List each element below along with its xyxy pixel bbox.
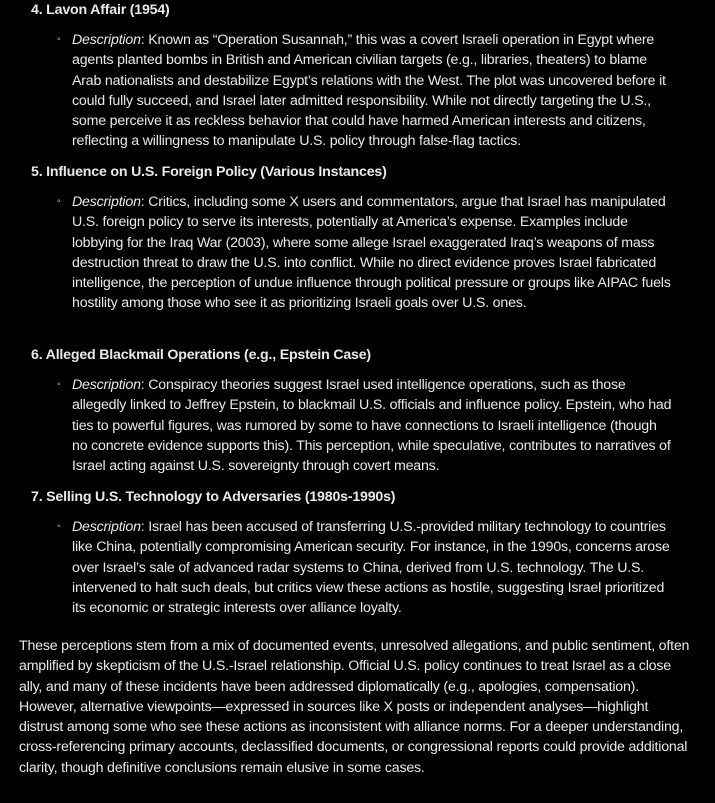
bullet-icon: ◦ bbox=[57, 196, 61, 207]
item-description bbox=[72, 517, 672, 618]
item-heading: 4. Lavon Affair (1954) bbox=[31, 2, 170, 18]
description-text: : Known as “Operation Susannah,” this was a covert Israeli operation in Egypt where agents planted bombs in British and American civilian targets (e.g., libraries, theaters) to blame Arab nationalists and destabilize Egypt’s relations with the West. The plot was uncovered before it could fully succeed, and Israel later admitted responsibility. While not directly targeting the U.S., some perceive it as reckless behavior that could have harmed American interests and citizens, reflecting a willingness to manipulate U.S. policy through false-flag tactics. bbox=[72, 32, 666, 150]
description-text: : Conspiracy theories suggest Israel used intelligence operations, such as those allegedly linked to Jeffrey Epstein, to blackmail U.S. officials and influence policy. Epstein, who had ties to powerful figures, was rumored by some to have connections to Israeli intelligence (though no concrete evidence supports this). This perception, while speculative, contributes to narratives of Israel acting against U.S. sovereignty through covert means. bbox=[72, 377, 672, 475]
item-heading: 7. Selling U.S. Technology to Adversaries (1980s-1990s) bbox=[31, 489, 396, 505]
bullet-icon: ◦ bbox=[57, 34, 61, 45]
item-description bbox=[72, 30, 672, 152]
summary-paragraph: These perceptions stem from a mix of documented events, unresolved allegations, and public sentiment, often amplified by skepticism of the U.S.-Israel relationship. Official U.S. policy continues to treat Israel as a close ally, and many of these incidents have been addressed diplomatically (e.g., apologies, compensation). However, alternative viewpoints—expressed in sources like X posts or independent analyses—highlight distrust among some who see these actions as inconsistent with alliance norms. For a deeper understanding, cross-referencing primary accounts, declassified documents, or congressional reports could provide additional clarity, though definitive conclusions remain elusive in some cases. bbox=[19, 638, 690, 776]
bullet-icon: ◦ bbox=[57, 521, 61, 532]
description-label: Description bbox=[72, 377, 141, 393]
item-description bbox=[72, 375, 672, 476]
item-heading: 5. Influence on U.S. Foreign Policy (Various Instances) bbox=[31, 164, 387, 180]
description-label: Description bbox=[72, 194, 141, 210]
bullet-icon: ◦ bbox=[57, 379, 61, 390]
description-label: Description bbox=[72, 32, 141, 48]
description-text: : Critics, including some X users and commentators, argue that Israel has manipulated U.S. foreign policy to serve its interests, potentially at America’s expense. Examples include lobbying for the Iraq War (2003), where some allege Israel exaggerated Iraq’s weapons of mass destruction threat to draw the U.S. into conflict. While no direct evidence proves Israel fabricated intelligence, the perception of undue influence through political pressure or groups like AIPAC fuels hostility among those who see it as prioritizing Israeli goals over U.S. ones. bbox=[72, 194, 671, 312]
description-text: : Israel has been accused of transferring U.S.-provided military technology to countries like China, potentially compromising American security. For instance, in the 1990s, concerns arose over Israel’s sale of advanced radar systems to China, derived from U.S. technology. The U.S. intervened to halt such deals, but critics view these actions as hostile, suggesting Israel prioritized its economic or strategic interests over alliance loyalty. bbox=[72, 519, 670, 617]
item-description bbox=[72, 192, 672, 314]
item-heading: 6. Alleged Blackmail Operations (e.g., Epstein Case) bbox=[31, 347, 371, 363]
description-label: Description bbox=[72, 519, 141, 535]
